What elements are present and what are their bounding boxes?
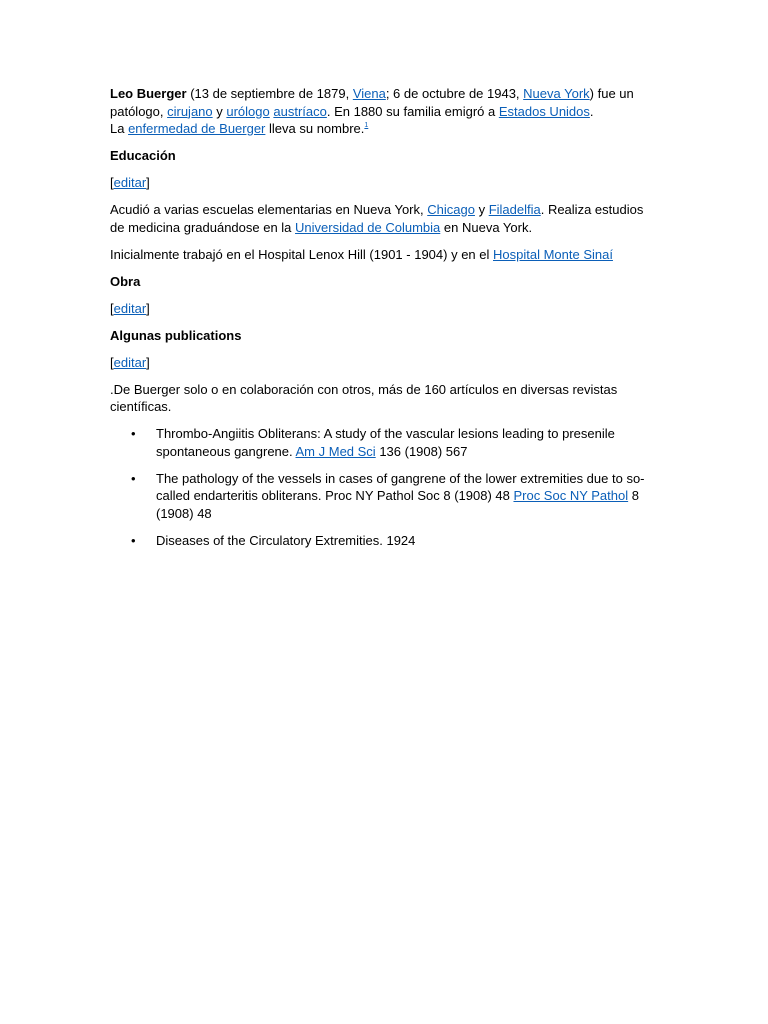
link-universidad-de-columbia[interactable]: Universidad de Columbia xyxy=(295,219,441,235)
heading-educacion: Educación xyxy=(110,148,176,163)
link-chicago[interactable]: Chicago xyxy=(427,202,475,217)
article-body xyxy=(110,85,655,559)
link-estados-unidos[interactable]: Estados Unidos xyxy=(498,103,590,119)
education-text: y xyxy=(474,202,489,217)
bullet-icon: • xyxy=(131,470,136,486)
heading-publicaciones: Algunas publications xyxy=(110,327,242,343)
subject-name: Leo Buerger xyxy=(110,86,187,101)
link-am-j-med-sci[interactable]: Am J Med Sci xyxy=(295,443,376,459)
intro-text: y xyxy=(212,103,227,119)
edit-section-obra xyxy=(110,300,655,318)
edit-section-educacion xyxy=(110,174,655,192)
edit-bracket: ] xyxy=(146,354,150,370)
link-urologo[interactable]: urólogo xyxy=(226,103,270,119)
link-filadelfia[interactable]: Filadelfia xyxy=(488,202,541,217)
publication-text: Thrombo-Angiitis Obliterans: A study of the vascular lesions leading to presenile spontaneous gangrene. xyxy=(156,426,615,459)
intro-text: lleva su nombre. xyxy=(265,121,365,136)
publications-intro: .De Buerger solo o en colaboración con otros, más de 160 artículos en diversas revistas científicas. xyxy=(110,381,618,414)
edit-bracket: ] xyxy=(146,300,150,316)
intro-text: (13 de septiembre de 1879, xyxy=(186,86,353,101)
education-text: Acudió a varias escuelas elementarias en Nueva York, xyxy=(110,202,428,217)
publication-text: The pathology of the vessels in cases of gangrene of the lower extremities due to so-called endarteritis obliterans. Proc NY Pathol Soc 8 (1908) 48 xyxy=(156,470,645,503)
edit-link-obra[interactable]: editar xyxy=(113,300,147,316)
edit-link-educacion[interactable]: editar xyxy=(113,175,147,190)
link-proc-soc-ny-pathol[interactable]: Proc Soc NY Pathol xyxy=(513,488,629,503)
intro-text: . xyxy=(589,103,594,119)
education-paragraph xyxy=(110,201,655,236)
career-text: Inicialmente trabajó en el Hospital Lenox Hill (1901 - 1904) y en el xyxy=(110,246,493,262)
edit-link-publicaciones[interactable]: editar xyxy=(113,354,147,370)
publication-text: 136 (1908) 567 xyxy=(375,443,468,459)
bullet-icon: • xyxy=(131,426,136,441)
link-nueva-york[interactable]: Nueva York xyxy=(523,86,590,101)
edit-bracket: [ xyxy=(110,175,114,190)
publications-list xyxy=(110,425,655,549)
education-text: . Realiza estudios de medicina graduándose en la xyxy=(110,202,644,235)
edit-bracket: ] xyxy=(146,175,150,190)
link-hospital-monte-sinai[interactable]: Hospital Monte Sinaí xyxy=(493,246,613,262)
link-cirujano[interactable]: cirujano xyxy=(167,103,213,119)
list-item xyxy=(110,532,655,550)
publication-text: 8 (1908) 48 xyxy=(156,488,639,521)
edit-bracket: [ xyxy=(110,354,114,370)
intro-text: . En 1880 su familia emigró a xyxy=(326,103,499,119)
intro-paragraph xyxy=(110,85,655,138)
heading-obra: Obra xyxy=(110,273,141,289)
publication-text: Diseases of the Circulatory Extremities. 1924 xyxy=(156,532,416,548)
list-item xyxy=(110,470,655,523)
list-item xyxy=(110,425,655,460)
career-paragraph xyxy=(110,246,655,264)
edit-bracket: [ xyxy=(110,300,114,316)
intro-text: ; 6 de octubre de 1943, xyxy=(385,86,524,101)
link-enfermedad-de-buerger[interactable]: enfermedad de Buerger xyxy=(128,121,266,136)
bullet-icon: • xyxy=(131,532,136,548)
footnote-link[interactable]: 1 xyxy=(364,122,369,129)
education-text: en Nueva York. xyxy=(440,219,533,235)
link-austriaco[interactable]: austríaco xyxy=(273,103,327,119)
edit-section-publicaciones xyxy=(110,354,655,372)
intro-text: La xyxy=(110,121,129,136)
link-viena[interactable]: Viena xyxy=(352,86,386,101)
intro-text: ) fue un patólogo, xyxy=(110,86,634,119)
